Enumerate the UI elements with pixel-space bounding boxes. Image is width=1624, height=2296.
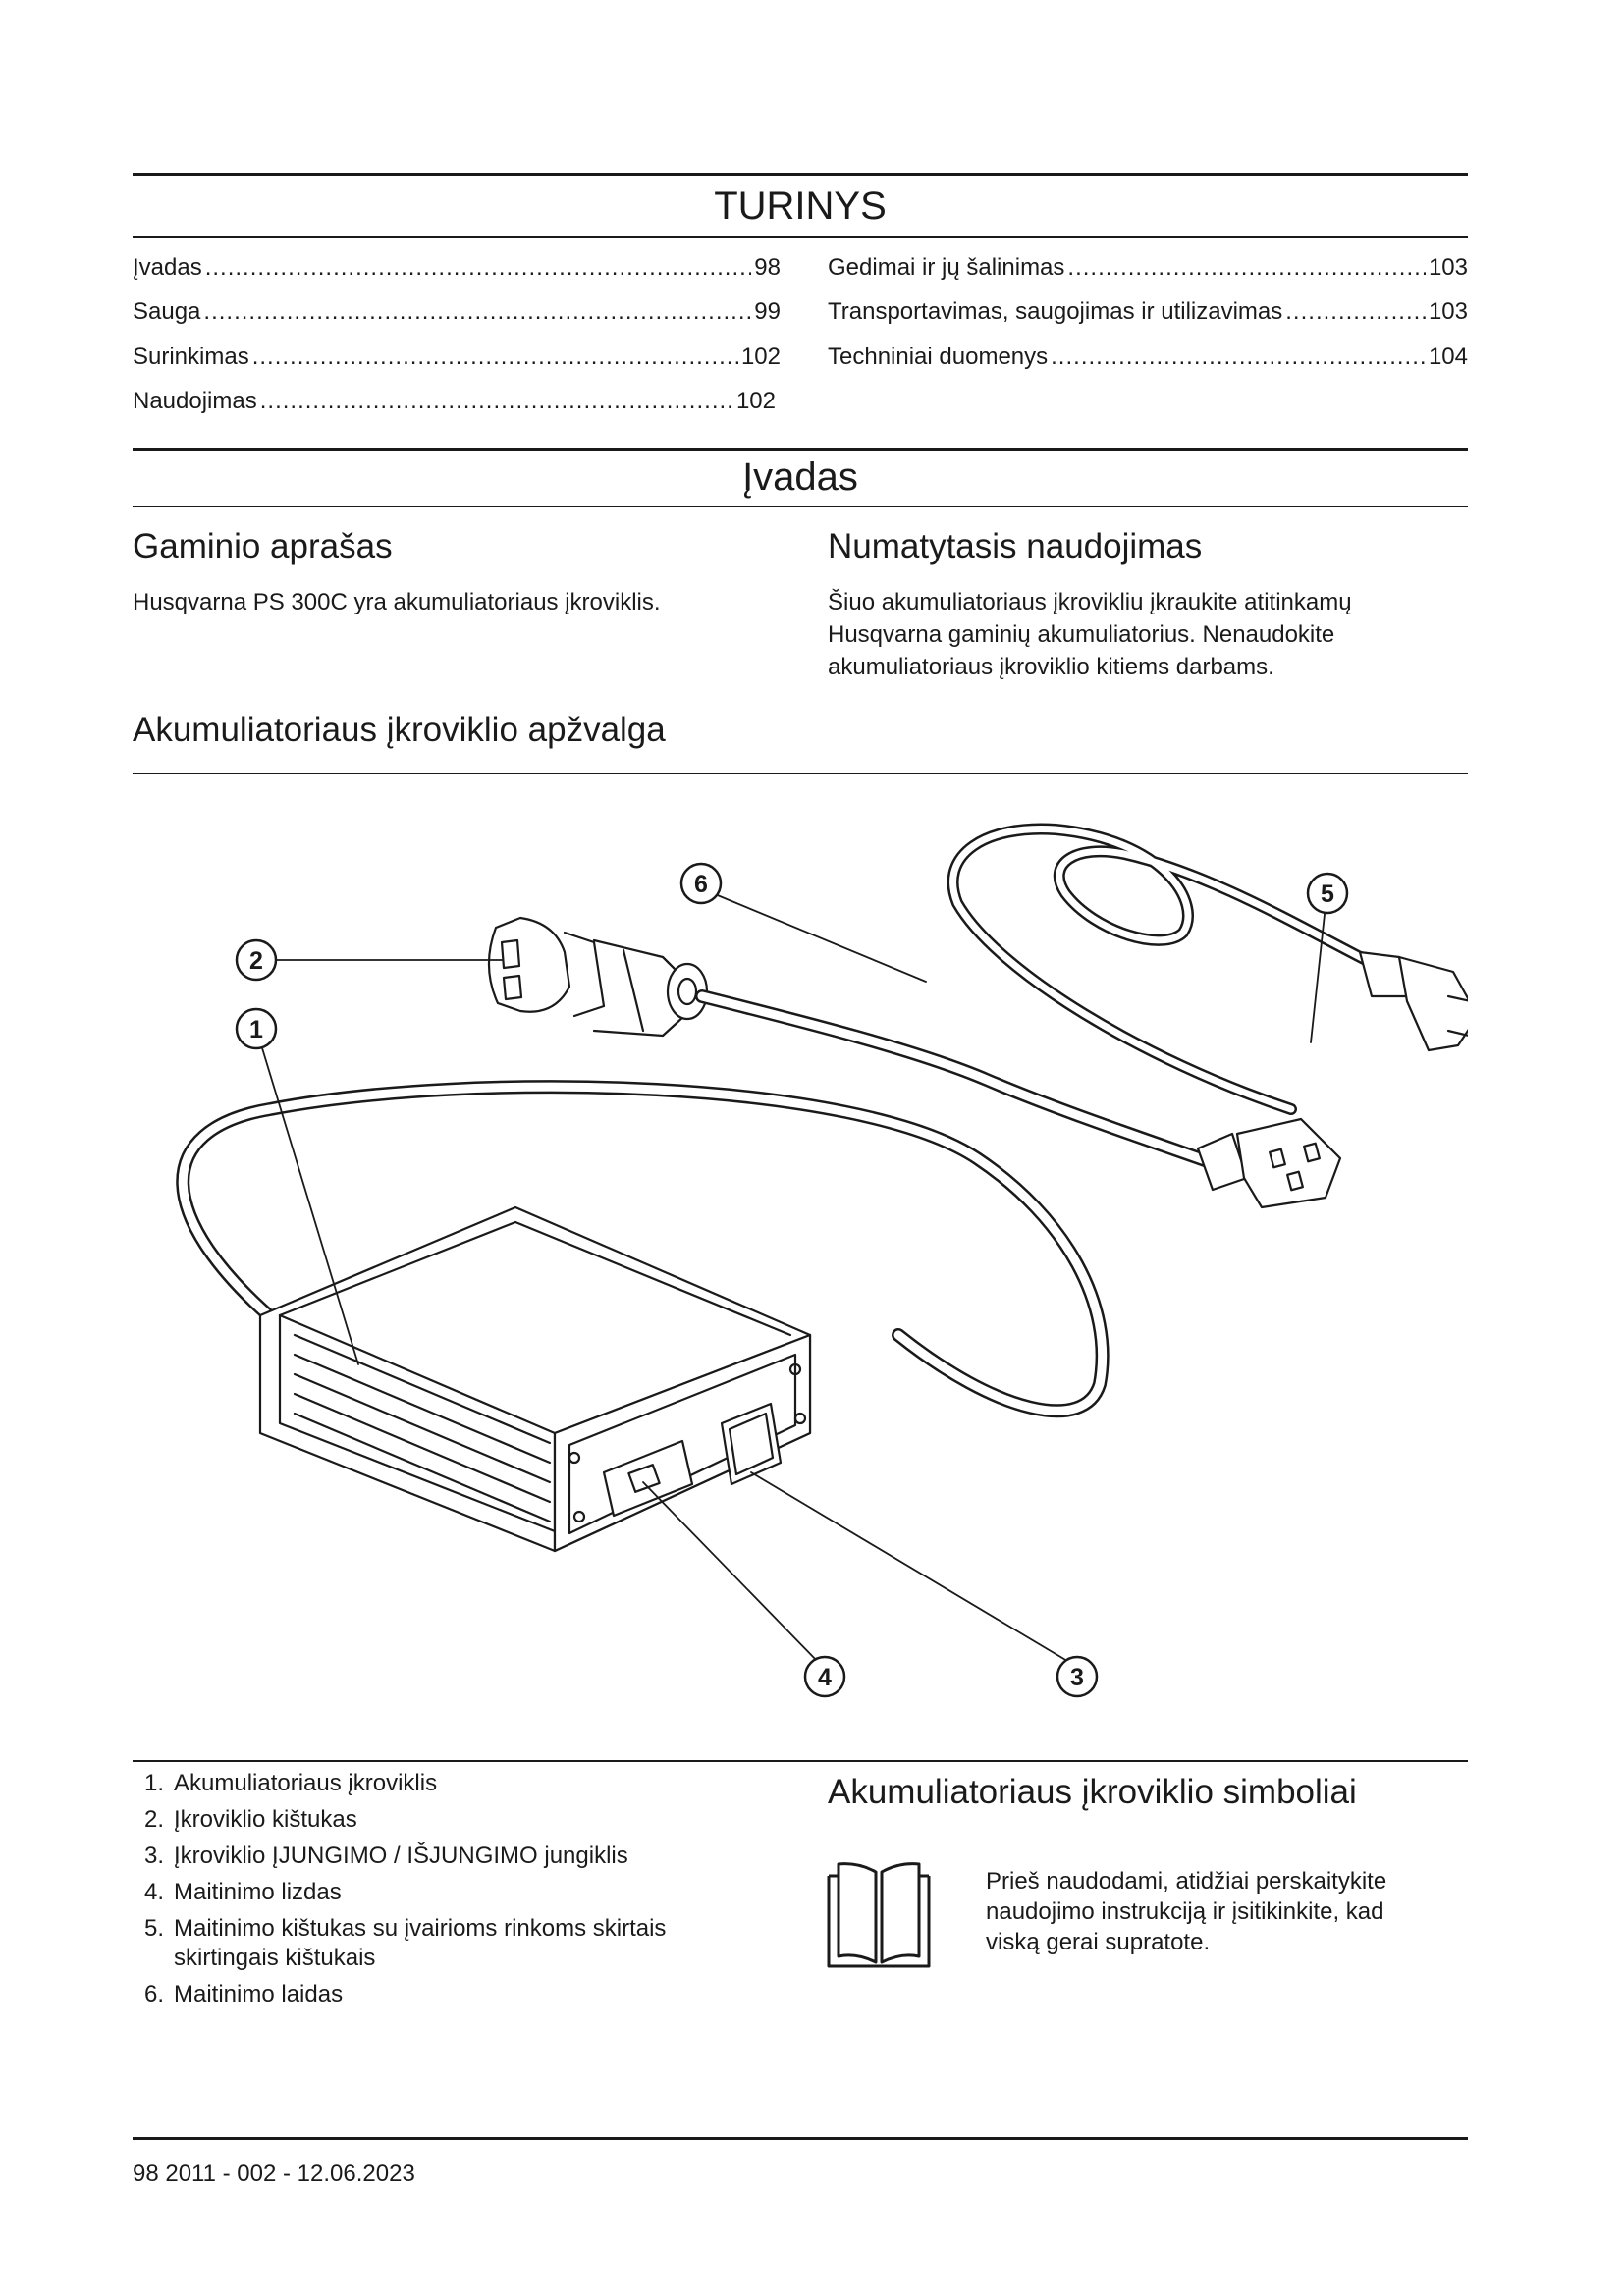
callout-4-label: 4 xyxy=(818,1664,832,1691)
overview-heading: Akumuliatoriaus įkroviklio apžvalga xyxy=(133,711,666,749)
intended-use-heading: Numatytasis naudojimas xyxy=(828,527,1203,565)
callout-2-label: 2 xyxy=(249,947,263,975)
leader-6 xyxy=(708,891,926,982)
product-heading: Gaminio aprašas xyxy=(133,527,393,565)
callout-5-label: 5 xyxy=(1321,881,1334,908)
callout-6-label: 6 xyxy=(694,871,708,898)
intro-top-rule xyxy=(133,448,1468,451)
leader-5 xyxy=(1311,905,1326,1042)
mains-plug-drawing xyxy=(1360,952,1468,1050)
toc-entry[interactable]: Transportavimas, saugojimas ir utilizavimas ..... 103 xyxy=(828,296,1468,328)
leader-3 xyxy=(751,1472,1072,1664)
book-icon xyxy=(825,1858,933,1971)
overview-rule xyxy=(133,773,1468,774)
list-item: 5. Maitinimo kištukas su įvairioms rinkoms skirtais skirtingais kištukais xyxy=(144,1915,667,1971)
intended-use-text: Šiuo akumuliatoriaus įkrovikliu įkraukite atitinkamų Husqvarna gaminių akumuliatorius. Nenaudokite akumuliatoriaus įkroviklio kitiems darbams. xyxy=(828,589,1352,680)
iec-socket-drawing xyxy=(1198,1119,1340,1207)
callout-1-label: 1 xyxy=(249,1016,263,1043)
toc-entry[interactable]: Surinkimas ..... 102 xyxy=(133,342,781,373)
intro-title: Įvadas xyxy=(742,455,858,499)
list-item: 1. Akumuliatoriaus įkroviklis xyxy=(144,1770,438,1796)
legend-rule xyxy=(133,1760,1468,1762)
toc-entry[interactable]: Techniniai duomenys ..... 104 xyxy=(828,342,1468,373)
list-item: 2. Įkroviklio kištukas xyxy=(144,1806,357,1833)
list-item: 6. Maitinimo laidas xyxy=(144,1981,344,2007)
toc-entry[interactable]: Naudojimas ..... 102 xyxy=(133,386,776,417)
callout-3-label: 3 xyxy=(1070,1664,1084,1691)
charger-plug-drawing xyxy=(489,918,707,1036)
toc-entry[interactable]: Gedimai ir jų šalinimas ..... 103 xyxy=(828,252,1468,284)
leader-4 xyxy=(643,1482,820,1664)
intro-title-rule xyxy=(133,506,1468,507)
parts-legend xyxy=(133,1769,761,2016)
toc-title: TURINYS xyxy=(714,185,887,228)
list-item: 4. Maitinimo lizdas xyxy=(144,1879,342,1905)
product-text: Husqvarna PS 300C yra akumuliatoriaus įkroviklis. xyxy=(133,589,661,615)
book-symbol-text: Prieš naudodami, atidžiai perskaitykite naudojimo instrukciją ir įsitikinkite, kad viską gerai supratote. xyxy=(986,1868,1387,1955)
toc-entry[interactable]: Sauga ..... 99 xyxy=(133,296,781,328)
symbols-heading: Akumuliatoriaus įkroviklio simboliai xyxy=(828,1773,1357,1811)
charger-overview-diagram xyxy=(133,785,1468,1728)
toc-entry[interactable]: Įvadas ..... 98 xyxy=(133,252,781,284)
footer-code: 98 2011 - 002 - 12.06.2023 xyxy=(133,2161,415,2187)
toc-top-rule xyxy=(133,173,1468,176)
charger-body-drawing xyxy=(260,1207,810,1551)
list-item: 3. Įkroviklio ĮJUNGIMO / IŠJUNGIMO jungiklis xyxy=(144,1842,628,1869)
toc-title-rule xyxy=(133,236,1468,238)
footer-rule xyxy=(133,2137,1468,2140)
